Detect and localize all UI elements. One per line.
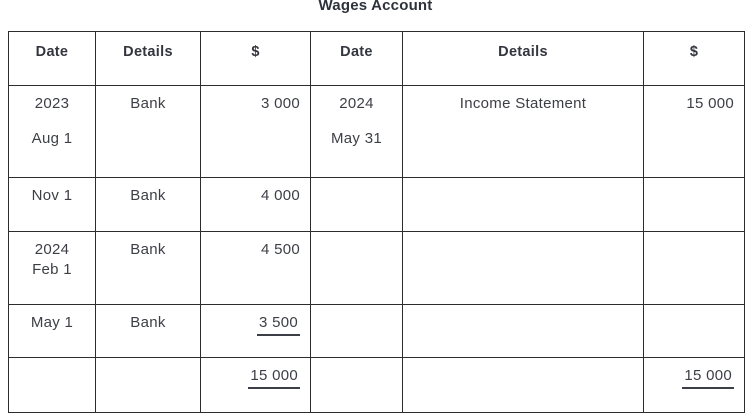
debit-amount-cell: 4 500 [201,232,311,305]
debit-date-cell [9,86,96,178]
credit-amount-cell: 15 000 [644,86,745,178]
credit-details-cell [403,305,644,358]
header-debit-details: Details [96,32,201,86]
credit-details-cell [403,358,644,413]
debit-amount-cell: 3 000 [201,86,311,178]
debit-total-cell [201,358,311,413]
debit-date-cell [9,305,96,358]
header-debit-date: Date [9,32,96,86]
credit-date-cell [311,232,403,305]
date-year: 2023 [34,95,70,112]
date-day: Feb 1 [32,261,72,278]
underlined-total: 15 000 [682,366,734,389]
debit-date-cell [9,178,96,232]
credit-date-cell [311,178,403,232]
ledger-header-row [9,32,745,86]
date-day: Nov 1 [31,187,73,204]
credit-details-cell [403,178,644,232]
credit-total-cell [644,358,745,413]
credit-amount-cell [644,178,745,232]
debit-amount-cell [201,305,311,358]
credit-date-cell [311,305,403,358]
ledger-row [9,86,745,178]
ledger-total-row [9,358,745,413]
debit-date-cell [9,358,96,413]
header-credit-amount: $ [644,32,745,86]
credit-date-cell [311,358,403,413]
debit-details-cell: Bank [96,305,201,358]
credit-amount-cell [644,305,745,358]
ledger-row [9,305,745,358]
date-day: May 1 [30,314,74,331]
ledger-row [9,178,745,232]
credit-details-cell: Income Statement [403,86,644,178]
header-debit-amount: $ [201,32,311,86]
header-credit-date: Date [311,32,403,86]
debit-details-cell: Bank [96,232,201,305]
debit-details-cell: Bank [96,86,201,178]
header-credit-details: Details [403,32,644,86]
account-title: Wages Account [318,0,433,14]
debit-date-cell [9,232,96,305]
ledger-table [8,31,745,413]
credit-date-cell [311,86,403,178]
credit-details-cell [403,232,644,305]
debit-details-cell: Bank [96,178,201,232]
date-day: Aug 1 [31,130,73,147]
date-year: 2024 [339,95,374,112]
debit-details-cell [96,358,201,413]
debit-amount-cell: 4 000 [201,178,311,232]
date-day: May 31 [331,130,382,147]
underlined-total: 15 000 [248,366,300,389]
ledger-row [9,232,745,305]
date-year: 2024 [34,241,70,258]
underlined-amount: 3 500 [257,313,300,336]
credit-amount-cell [644,232,745,305]
